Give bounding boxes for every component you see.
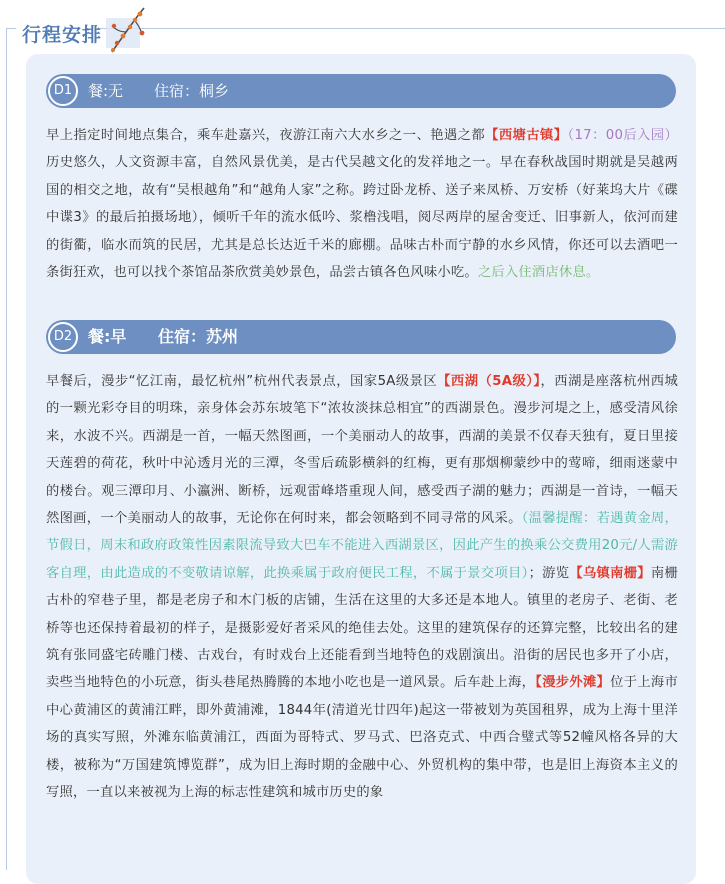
day-header-d1 (46, 74, 676, 108)
blossom-branch-icon (104, 6, 148, 56)
description-text: 南栅古朴的窄巷子里，都是老房子和木门板的店铺，生活在这里的大多还是本地人。镇里的老房子、老街、老桥等也还保持着最初的样子，是摄影爱好者采风的绝佳去处。这里的建筑保存的还算完整，比较出名的建筑有张同盛宅砖雕门楼、古戏台，有时戏台上还能看到当地特色的戏剧演出。沿街的居民也多开了小店，卖些当地特色的小玩意，街头巷尾热腾腾的本地小吃也是一道风景。后车赴上海， (46, 565, 678, 691)
description-text: 历史悠久，人文资源丰富，自然风景优美，是古代吴越文化的发祥地之一。早在春秋战国时期就是吴越两国的相交之地，故有“吴根越角”和“越角人家”之称。跨过卧龙桥、送子来凤桥、万安桥（好莱坞大片《碟中谍3》的最后拍摄场地），倾听千年的流水低吟、浆橹浅唱，阅尽两岸的屋舍变迁、旧事新人，依河而建的街衢，临水而筑的民居，尤其是总长达近千米的廊棚。品味古朴而宁静的水乡风情，你还可以去酒吧一条街狂欢，也可以找个茶馆品茶欣赏美妙景色，品尝古镇各色风味小吃。 (46, 155, 678, 281)
description-text: 早上指定时间地点集合，乘车赴嘉兴，夜游江南六大水乡之一、艳遇之都 (46, 128, 486, 143)
description-text: 位于上海市中心黄浦区的黄浦江畔，即外黄浦滩，1844年(清道光廿四年)起这一带被划为英国租界，成为上海十里洋场的真实写照，外滩东临黄浦江，西面为哥特式、罗马式、巴洛克式、中西合璧式等52幢风格各异的大楼，被称为“万国建筑博览群”，成为旧上海时期的金融中心、外贸机构的集中带，也是旧上海资本主义的写照，一直以来被视为上海的标志性建筑和城市历史的象 (46, 675, 678, 801)
day-header-d2 (46, 320, 676, 354)
attraction-highlight: 【乌镇南栅】 (569, 565, 651, 581)
frame-line (6, 28, 7, 870)
hotel-note: 之后入住酒店休息。 (477, 265, 600, 281)
attraction-highlight: 【西塘古镇】 (485, 128, 568, 143)
day-badge: D1 (48, 76, 78, 106)
day-description-d2 (46, 368, 678, 807)
accommodation-info: 住宿：桐乡 (154, 82, 230, 100)
meal-info: 餐:早 (88, 327, 127, 346)
time-note: （17：00后入园） (567, 128, 678, 143)
frame-line (100, 28, 725, 29)
description-text: ，西湖是座落杭州西城的一颗光彩夺目的明珠，亲身体会苏东坡笔下“浓妆淡抹总相宜”的西湖景色。漫步河堤之上，感受清风徐来，水波不兴。西湖是一首，一幅天然图画，一个美丽动人的故事，西湖的美景不仅春天独有，夏日里接天莲碧的荷花，秋叶中沁透月光的三潭，冬雪后疏影横斜的红梅，更有那烟柳蒙纱中的莺啼，细雨迷蒙中的楼台。观三潭印月、小瀛洲、断桥，远观雷峰塔重现人间，感受西子湖的魅力；西湖是一首诗，一幅天然图画，一个美丽动人的故事，无论你在何时来，都会领略到不同寻常的风采。 (46, 374, 678, 527)
frame-line (6, 28, 16, 29)
accommodation-info: 住宿：苏州 (158, 327, 239, 346)
section-title: 行程安排 (22, 24, 103, 46)
meal-info: 餐:无 (88, 82, 124, 100)
description-text: 早餐后，漫步“忆江南，最忆杭州”杭州代表景点，国家5A级景区 (46, 374, 438, 389)
description-text: ；游览 (528, 565, 570, 581)
day-badge: D2 (48, 322, 78, 352)
attraction-highlight: 【漫步外滩】 (535, 675, 611, 691)
reminder-note: （温馨提醒：若遇黄金周，节假日，周末和政府政策性因素限流导致大巴车不能进入西湖景区，因此产生的换乘公交费用20元/人需游客自理，由此造成的不变敬请谅解，此换乘属于政府便民工程，不属于景交项目） (46, 511, 679, 581)
attraction-highlight: 【西湖（5A级）】 (437, 374, 541, 389)
day-description-d1 (46, 122, 678, 286)
